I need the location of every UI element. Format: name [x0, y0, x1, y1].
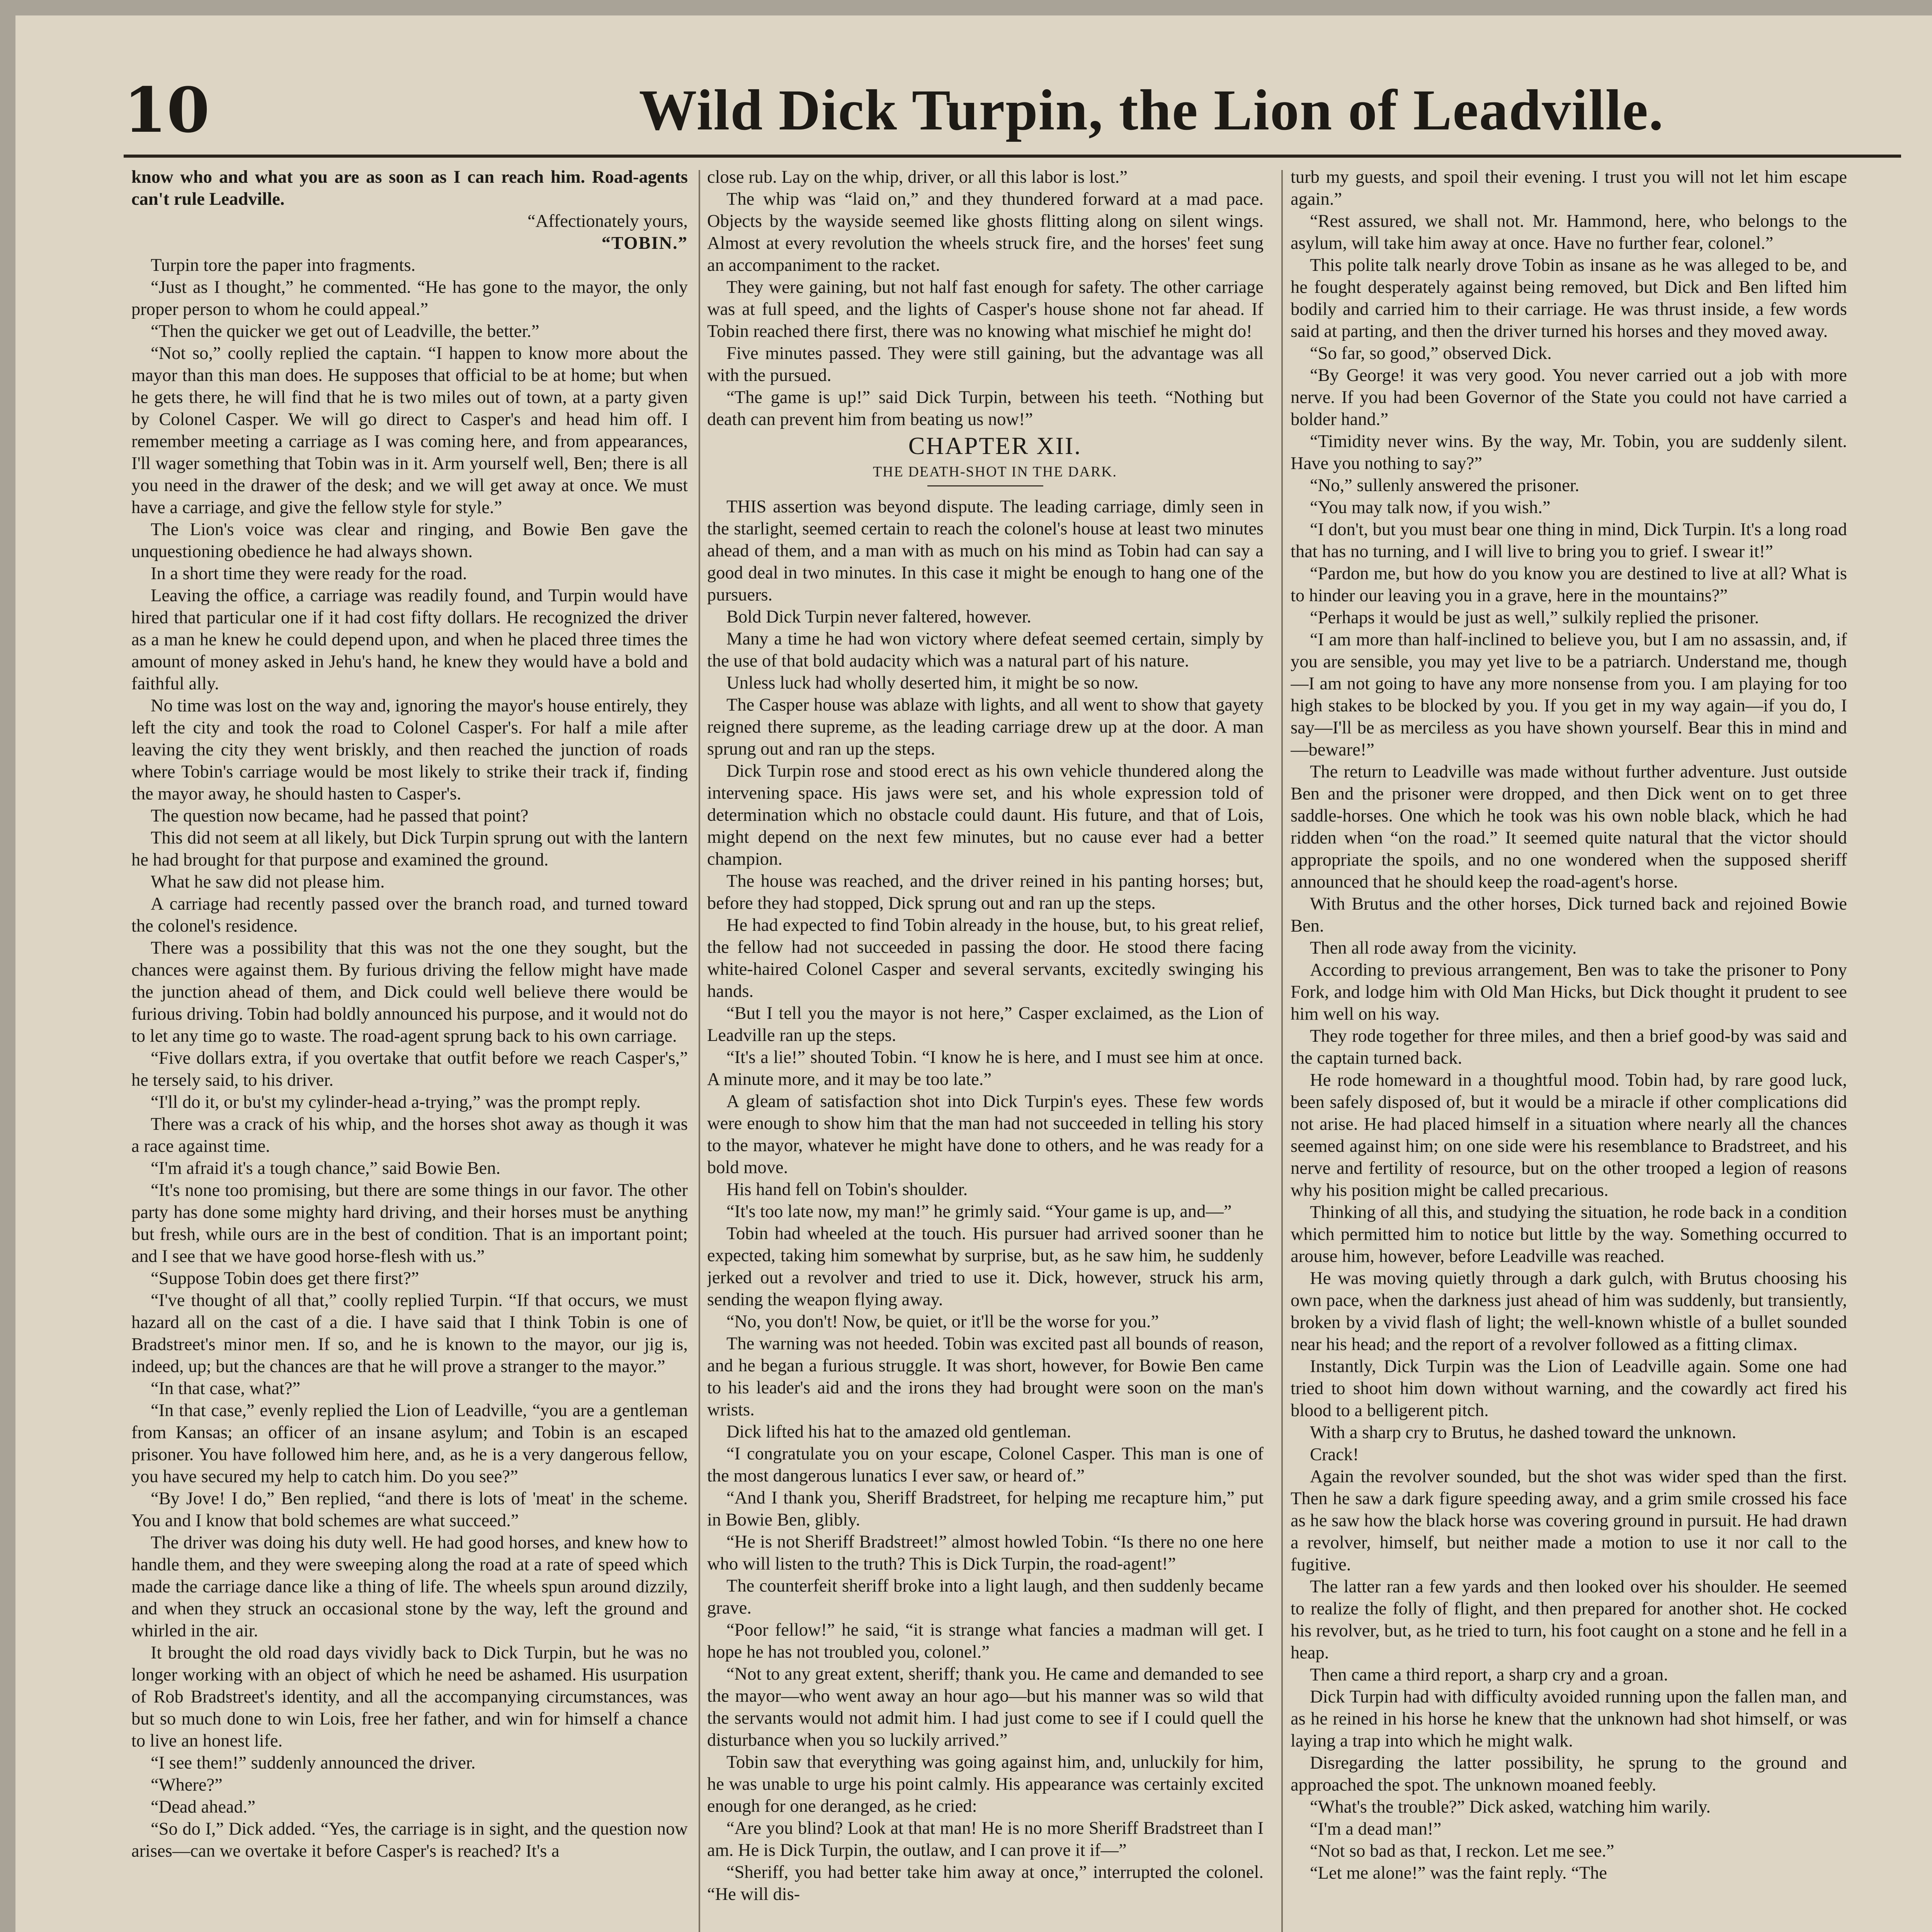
paragraph: Disregarding the latter possibility, he sprung to the ground and approached the spot. The unknown moaned feebly.	[1291, 1753, 1847, 1795]
paragraph: Five minutes passed. They were still gaining, but the advantage was all with the pursued.	[707, 344, 1264, 385]
paragraph: “Pardon me, but how do you know you are destined to live at all? What is to hinder our leaving you in a grave, here in the mountains?”	[1291, 564, 1847, 605]
paragraph: He had expected to find Tobin already in the house, but, to his great relief, the fellow had not succeeded in passing the door. He stood there facing white-haired Colonel Casper and several servants, excitedly swinging his hands.	[707, 915, 1264, 1001]
paragraph: “Then the quicker we get out of Leadville, the better.”	[151, 321, 539, 341]
paragraph: Again the revolver sounded, but the shot was wider sped than the first. Then he saw a dark figure speeding away, and a grim smile crossed his face as he saw how the black horse was covering ground in pursuit. He had drawn a revolver, himself, but neither made a motion to use it nor call to the fugitive.	[1291, 1467, 1847, 1575]
paragraph: “Rest assured, we shall not. Mr. Hammond, here, who belongs to the asylum, will take him away at once. Have no further fear, colonel.”	[1291, 211, 1847, 253]
paragraph: Many a time he had won victory where defeat seemed certain, simply by the use of that bold audacity which was a natural part of his nature.	[707, 629, 1264, 671]
paragraph: “I've thought of all that,” coolly replied Turpin. “If that occurs, we must hazard all on the cast of a die. I have said that I think Tobin is one of Bradstreet's minor men. If so, and he is known to the mayor, our jig is, indeed, up; but the chances are that he will prove a stranger to the mayor.”	[131, 1291, 688, 1376]
paragraph: “I'm afraid it's a tough chance,” said Bowie Ben.	[151, 1158, 501, 1178]
paragraph: It brought the old road days vividly back to Dick Turpin, but he was no longer working with an object of which he need be ashamed. His usurpation of Rob Bradstreet's identity, and all the accompanying circumstances, was but so much done to win Lois, free her father, and win for himself a chance to live an honest life.	[131, 1643, 688, 1751]
column-rule	[1281, 170, 1283, 1932]
paragraph: “But I tell you the mayor is not here,” Casper exclaimed, as the Lion of Leadville ran up the steps.	[707, 1003, 1264, 1045]
paragraph: “Not so,” coolly replied the captain. “I happen to know more about the mayor than this man does. He supposes that official to be at home; but when he gets there, he will find that he is two miles out of town, at a party given by Colonel Casper. We will go direct to Casper's and head him off. I remember meeting a carriage as I was coming here, and from appearances, I'll wager something that Tobin was in it. Arm yourself well, Ben; there is all you need in the drawer of the desk; and we will get away at once. We must have a carriage, and give the fellow style for style.”	[131, 344, 688, 517]
paragraph: The question now became, had he passed that point?	[151, 806, 529, 826]
paragraph: The Casper house was ablaze with lights, and all went to show that gayety reigned there supreme, as the leading carriage drew up at the door. A man sprung out and ran up the steps.	[707, 695, 1264, 759]
paragraph: “Timidity never wins. By the way, Mr. Tobin, you are suddenly silent. Have you nothing to say?”	[1291, 432, 1847, 473]
paragraph: “I see them!” suddenly announced the driver.	[151, 1753, 476, 1773]
paragraph: “So far, so good,” observed Dick.	[1310, 344, 1552, 363]
paragraph: Then came a third report, a sharp cry and a groan.	[1310, 1665, 1668, 1685]
text-column-3	[1291, 166, 1847, 1932]
paragraph: They rode together for three miles, and then a brief good-by was said and the captain turned back.	[1291, 1026, 1847, 1068]
paragraph: “In that case, what?”	[151, 1379, 301, 1398]
paragraph: The house was reached, and the driver reined in his panting horses; but, before they had stopped, Dick sprung out and ran up the steps.	[707, 871, 1264, 913]
paragraph: The latter ran a few yards and then looked over his shoulder. He seemed to realize the folly of flight, and then prepared for another shot. He cocked his revolver, but, as he tried to turn, his foot caught on a stone and he fell in a heap.	[1291, 1577, 1847, 1663]
running-title: Wild Dick Turpin, the Lion of Leadville.	[639, 78, 1664, 142]
paragraph: “In that case,” evenly replied the Lion of Leadville, “you are a gentleman from Kansas; an officer of an insane asylum; and Tobin is an escaped prisoner. You have followed him here, and, as he is a very dangerous fellow, you have secured my help to catch him. Do you see?”	[131, 1401, 688, 1486]
paragraph: This polite talk nearly drove Tobin as insane as he was alleged to be, and he fought desperately against being removed, but Dick and Ben lifted him bodily and carried him to their carriage. He was thrust inside, a few words said at parting, and then the driver turned his horses and they moved away.	[1291, 255, 1847, 341]
column-rule	[699, 170, 700, 1932]
paragraph: “I'm a dead man!”	[1310, 1819, 1442, 1839]
paragraph: With Brutus and the other horses, Dick turned back and rejoined Bowie Ben.	[1291, 894, 1847, 936]
paragraph: Tobin saw that everything was going against him, and, unluckily for him, he was unable to urge his point calmly. His appearance was certainly excited enough for one deranged, as he cried:	[707, 1752, 1264, 1816]
paragraph: THIS assertion was beyond dispute. The leading carriage, dimly seen in the starlight, seemed certain to reach the colonel's house at least two minutes ahead of them, and a man with as much on his mind as Tobin had can say a good deal in two minutes. In this case it might be enough to hang one of the pursuers.	[707, 497, 1264, 605]
page-header	[124, 66, 1901, 158]
paragraph: They were gaining, but not half fast enough for safety. The other carriage was at full speed, and the lights of Casper's house shone not far ahead. If Tobin reached there first, there was no knowing what mischief he might do!	[707, 277, 1264, 341]
paragraph: There was a possibility that this was not the one they sought, but the chances were against them. By furious driving the fellow might have made the junction ahead of them, and Dick could well believe there would be furious driving. Tobin had boldly announced his purpose, and it would not do to let any time go to waste. The road-agent sprung back to his own carriage.	[131, 938, 688, 1046]
paragraph: What he saw did not please him.	[151, 872, 385, 892]
paragraph: He was moving quietly through a dark gulch, with Brutus choosing his own pace, when the darkness just ahead of him was suddenly, but transiently, broken by a vivid flash of light; the well-known whistle of a bullet sounded near his head; and the report of a revolver followed as a fitting climax.	[1291, 1269, 1847, 1354]
paragraph: “Five dollars extra, if you overtake that outfit before we reach Casper's,” he tersely said, to his driver.	[131, 1048, 688, 1090]
paragraph: Turpin tore the paper into fragments.	[151, 255, 416, 275]
paragraph: A carriage had recently passed over the branch road, and turned toward the colonel's residence.	[131, 894, 688, 936]
paragraph: “No, you don't! Now, be quiet, or it'll be the worse for you.”	[726, 1312, 1159, 1332]
paragraph: There was a crack of his whip, and the horses shot away as though it was a race against time.	[131, 1114, 688, 1156]
paragraph: “So do I,” Dick added. “Yes, the carriage is in sight, and the question now arises—can we overtake it before Casper's is reached? It's a	[131, 1819, 688, 1861]
chapter-rule	[927, 485, 1043, 486]
paragraph: “Just as I thought,” he commented. “He has gone to the mayor, the only proper person to whom he could appeal.”	[131, 277, 688, 319]
paragraph: “The game is up!” said Dick Turpin, between his teeth. “Nothing but death can prevent him from beating us now!”	[707, 388, 1264, 429]
paragraph: Then all rode away from the vicinity.	[1310, 938, 1577, 958]
paragraph: close rub. Lay on the whip, driver, or all this labor is lost.”	[707, 167, 1128, 187]
paragraph: According to previous arrangement, Ben was to take the prisoner to Pony Fork, and lodge him with Old Man Hicks, but Dick thought it prudent to see him well on his way.	[1291, 960, 1847, 1024]
paragraph: A gleam of satisfaction shot into Dick Turpin's eyes. These few words were enough to show him that the man had not succeeded in telling his story to the mayor, whatever he might have done to others, and he was ready for a bold move.	[707, 1092, 1264, 1177]
paragraph: The Lion's voice was clear and ringing, and Bowie Ben gave the unquestioning obedience he had always shown.	[131, 520, 688, 561]
paragraph: The counterfeit sheriff broke into a light laugh, and then suddenly became grave.	[707, 1576, 1264, 1618]
letter-signature: “TOBIN.”	[601, 233, 688, 253]
paragraph: “Where?”	[151, 1775, 223, 1795]
paragraph: “No,” sullenly answered the prisoner.	[1310, 476, 1580, 495]
letter-closing: “Affectionately yours,	[527, 211, 688, 231]
paragraph: “Sheriff, you had better take him away at once,” interrupted the colonel. “He will dis-	[707, 1862, 1264, 1904]
paragraph: He rode homeward in a thoughtful mood. Tobin had, by rare good luck, been safely disposed of, but it would be a miracle if other complications did not arise. He had placed himself in a situation where nearly all the chances seemed against him; on one side were his resemblance to Bradstreet, and his nerve and fertility of resource, but on the other trooped a legion of reasons why his position might be called precarious.	[1291, 1070, 1847, 1200]
paragraph: “It's too late now, my man!” he grimly said. “Your game is up, and—”	[726, 1202, 1232, 1221]
paragraph: In a short time they were ready for the road.	[151, 564, 467, 583]
paragraph: “It's none too promising, but there are some things in our favor. The other party has done some mighty hard driving, and their horses must be anything but fresh, while ours are in the best of condition. That is an important point; and I see that we have good horse-flesh with us.”	[131, 1180, 688, 1266]
page-sheet	[15, 15, 1932, 1932]
chapter-subtitle: THE DEATH-SHOT IN THE DARK.	[872, 464, 1117, 480]
paragraph: “Are you blind? Look at that man! He is no more Sheriff Bradstreet than I am. He is Dick Turpin, the outlaw, and I can prove it if—”	[707, 1818, 1264, 1860]
paragraph: Dick Turpin rose and stood erect as his own vehicle thundered along the intervening space. His jaws were set, and his whole expression told of determination which no obstacle could daunt. His future, and that of Lois, might depend on the next few minutes, but no cause ever had a better champion.	[707, 761, 1264, 869]
paragraph: “Not to any great extent, sheriff; thank you. He came and demanded to see the mayor—who went away an hour ago—but his manner was so wild that the servants would not admit him. I had just come to see if I could quell the disturbance when you so luckily arrived.”	[707, 1664, 1264, 1750]
paragraph: Crack!	[1310, 1445, 1359, 1464]
paragraph: “Poor fellow!” he said, “it is strange what fancies a madman will get. I hope he has not troubled you, colonel.”	[707, 1620, 1264, 1662]
text-column-2	[707, 166, 1264, 1932]
paragraph: “By Jove! I do,” Ben replied, “and there is lots of 'meat' in the scheme. You and I know that bold schemes are what succeed.”	[131, 1489, 688, 1531]
paragraph: “Not so bad as that, I reckon. Let me see.”	[1310, 1841, 1614, 1861]
paragraph: “He is not Sheriff Bradstreet!” almost howled Tobin. “Is there no one here who will listen to the truth? This is Dick Turpin, the road-agent!”	[707, 1532, 1264, 1574]
paragraph: Bold Dick Turpin never faltered, however.	[726, 607, 1032, 627]
paragraph: turb my guests, and spoil their evening. I trust you will not let him escape again.”	[1291, 167, 1847, 209]
paragraph: Tobin had wheeled at the touch. His pursuer had arrived sooner than he expected, taking him somewhat by surprise, but, as he saw him, he suddenly jerked out a revolver and tried to use it. Dick, however, struck his arm, sending the weapon flying away.	[707, 1224, 1264, 1310]
paragraph: “By George! it was very good. You never carried out a job with more nerve. If you had been Governor of the State you could not have carried a bolder hand.”	[1291, 366, 1847, 429]
paragraph: Leaving the office, a carriage was readily found, and Turpin would have hired that particular one if it had cost fifty dollars. He recognized the driver as a man he knew he could depend upon, and when he placed three times the amount of money asked in Jehu's hand, he knew they would have a bold and faithful ally.	[131, 586, 688, 694]
paragraph: No time was lost on the way and, ignoring the mayor's house entirely, they left the city and took the road to Colonel Casper's. For half a mile after leaving the city they went briskly, and then reached the junction of roads where Tobin's carriage would be most likely to strike their track if, finding the mayor away, he should hasten to Casper's.	[131, 696, 688, 804]
paragraph: “Perhaps it would be just as well,” sulkily replied the prisoner.	[1310, 608, 1759, 628]
paragraph: Unless luck had wholly deserted him, it might be so now.	[726, 673, 1139, 693]
paragraph: With a sharp cry to Brutus, he dashed toward the unknown.	[1310, 1423, 1736, 1442]
paragraph: “I am more than half-inclined to believe you, but I am no assassin, and, if you are sensible, you may yet live to be a patriarch. Understand me, though—I am not going to have any more nonsense from you. I am playing for too high stakes to be blocked by you. If you get in my way again—if you do, I say—I'll be as merciless as you have shown yourself. Bear this in mind and—beware!”	[1291, 630, 1847, 760]
paragraph: “I'll do it, or bu'st my cylinder-head a-trying,” was the prompt reply.	[151, 1092, 641, 1112]
paragraph: “Let me alone!” was the faint reply. “The	[1310, 1863, 1607, 1883]
paragraph: “It's a lie!” shouted Tobin. “I know he is here, and I must see him at once. A minute more, and it may be too late.”	[707, 1048, 1264, 1089]
paragraph: “I don't, but you must bear one thing in mind, Dick Turpin. It's a long road that has no turning, and I will live to bring you to grief. I swear it!”	[1291, 520, 1847, 561]
paragraph: Thinking of all this, and studying the situation, he rode back in a condition which permitted him to notice but little by the way. Something occurred to arouse him, however, before Leadville was reached.	[1291, 1202, 1847, 1266]
chapter-heading: CHAPTER XII.	[908, 432, 1082, 459]
paragraph: The driver was doing his duty well. He had good horses, and knew how to handle them, and they were sweeping along the road at a rate of speed which made the carriage dance like a thing of life. The wheels spun around dizzily, and when they struck an occasional stone by the way, left the ground and whirled in the air.	[131, 1533, 688, 1641]
paragraph: Dick Turpin had with difficulty avoided running upon the fallen man, and as he reined in his horse he knew that the unknown had shot himself, or was laying a trap into which he might walk.	[1291, 1687, 1847, 1751]
paragraph: “And I thank you, Sheriff Bradstreet, for helping me recapture him,” put in Bowie Ben, glibly.	[707, 1488, 1264, 1530]
paragraph: “You may talk now, if you wish.”	[1310, 498, 1551, 517]
paragraph: “What's the trouble?” Dick asked, watching him warily.	[1310, 1797, 1711, 1817]
paragraph: The return to Leadville was made without further adventure. Just outside Ben and the prisoner were dropped, and then Dick went on to get three saddle-horses. One which he took was his own noble black, which he had ridden when “on the road.” It seemed quite natural that the victor should appropriate the spoils, and no one wondered when the supposed sheriff announced that he should keep the road-agent's horse.	[1291, 762, 1847, 892]
paragraph: The warning was not heeded. Tobin was excited past all bounds of reason, and he began a furious struggle. It was short, however, for Bowie Ben came to his leader's aid and the irons they had brought were soon on the man's wrists.	[707, 1334, 1264, 1420]
paragraph: Dick lifted his hat to the amazed old gentleman.	[726, 1422, 1071, 1442]
paragraph: This did not seem at all likely, but Dick Turpin sprung out with the lantern he had brought for that purpose and examined the ground.	[131, 828, 688, 870]
paragraph: Instantly, Dick Turpin was the Lion of Leadville again. Some one had tried to shoot him down without warning, and the cowardly act fired his blood to a belligerent pitch.	[1291, 1357, 1847, 1420]
page-number: 10	[124, 74, 210, 146]
paragraph: His hand fell on Tobin's shoulder.	[726, 1180, 968, 1199]
paragraph: “Dead ahead.”	[151, 1797, 256, 1817]
text-column-1	[131, 166, 688, 1932]
paragraph: “I congratulate you on your escape, Colonel Casper. This man is one of the most dangerous lunatics I ever saw, or heard of.”	[707, 1444, 1264, 1486]
paragraph: “Suppose Tobin does get there first?”	[151, 1269, 419, 1288]
paragraph: The whip was “laid on,” and they thundered forward at a mad pace. Objects by the wayside seemed like ghosts flitting along on silent wings. Almost at every revolution the wheels struck fire, and the horses' feet sung an accompaniment to the racket.	[707, 189, 1264, 275]
paragraph: know who and what you are as soon as I can reach him. Road-agents can't rule Leadville.	[131, 167, 688, 209]
